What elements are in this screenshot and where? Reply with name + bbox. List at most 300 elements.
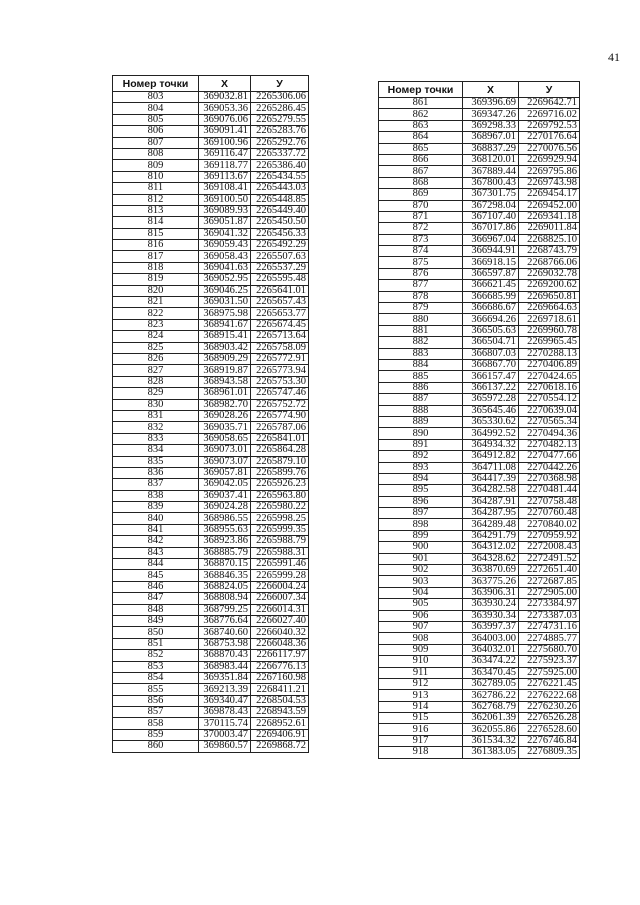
- point-number-cell: 823: [113, 319, 199, 330]
- y-coordinate-cell: 2265988.79: [251, 536, 309, 547]
- x-coordinate-cell: 368846.35: [199, 570, 251, 581]
- x-coordinate-cell: 368955.63: [199, 524, 251, 535]
- table-row: [113, 331, 309, 342]
- point-number-cell: 886: [379, 382, 463, 393]
- y-coordinate-cell: 2265899.76: [251, 467, 309, 478]
- x-coordinate-cell: 368799.25: [199, 604, 251, 615]
- y-coordinate-cell: 2265753.30: [251, 376, 309, 387]
- y-coordinate-cell: 2270424.65: [519, 371, 580, 382]
- y-coordinate-cell: 2265674.45: [251, 319, 309, 330]
- y-coordinate-cell: 2269664.63: [519, 303, 580, 314]
- y-coordinate-cell: 2265991.46: [251, 559, 309, 570]
- point-number-cell: 878: [379, 291, 463, 302]
- x-coordinate-cell: 363997.37: [463, 621, 519, 632]
- y-coordinate-cell: 2270176.64: [519, 132, 580, 143]
- y-coordinate-cell: 2269960.78: [519, 325, 580, 336]
- x-coordinate-cell: 368909.29: [199, 353, 251, 364]
- table-row: [113, 513, 309, 524]
- x-coordinate-cell: 368941.67: [199, 319, 251, 330]
- table-row: [379, 359, 580, 370]
- x-coordinate-cell: 369100.50: [199, 194, 251, 205]
- point-number-cell: 807: [113, 137, 199, 148]
- table-row: [379, 508, 580, 519]
- point-number-cell: 918: [379, 747, 463, 758]
- table-row: [379, 337, 580, 348]
- header-x: Х: [199, 76, 251, 92]
- point-number-cell: 851: [113, 638, 199, 649]
- x-coordinate-cell: 369058.65: [199, 433, 251, 444]
- table-row: [379, 542, 580, 553]
- x-coordinate-cell: 369108.41: [199, 183, 251, 194]
- point-number-cell: 854: [113, 672, 199, 683]
- x-coordinate-cell: 363906.31: [463, 587, 519, 598]
- x-coordinate-cell: 363775.26: [463, 576, 519, 587]
- point-number-cell: 804: [113, 103, 199, 114]
- x-coordinate-cell: 369046.25: [199, 285, 251, 296]
- point-number-cell: 912: [379, 678, 463, 689]
- y-coordinate-cell: 2265386.40: [251, 160, 309, 171]
- table-row: [379, 690, 580, 701]
- x-coordinate-cell: 361534.32: [463, 735, 519, 746]
- point-number-cell: 876: [379, 268, 463, 279]
- y-coordinate-cell: 2269406.91: [251, 729, 309, 740]
- table-row: [113, 205, 309, 216]
- coordinates-table-left: [112, 75, 309, 753]
- x-coordinate-cell: 365645.46: [463, 405, 519, 416]
- point-number-cell: 837: [113, 479, 199, 490]
- y-coordinate-cell: 2266040.32: [251, 627, 309, 638]
- y-coordinate-cell: 2276746.84: [519, 735, 580, 746]
- x-coordinate-cell: 364291.79: [463, 530, 519, 541]
- x-coordinate-cell: 364312.02: [463, 542, 519, 553]
- y-coordinate-cell: 2268943.59: [251, 707, 309, 718]
- x-coordinate-cell: 369042.05: [199, 479, 251, 490]
- x-coordinate-cell: 366505.63: [463, 325, 519, 336]
- y-coordinate-cell: 2265752.72: [251, 399, 309, 410]
- x-coordinate-cell: 367800.43: [463, 177, 519, 188]
- y-coordinate-cell: 2265449.40: [251, 205, 309, 216]
- table-row: [379, 565, 580, 576]
- table-row: [113, 217, 309, 228]
- y-coordinate-cell: 2276526.28: [519, 713, 580, 724]
- x-coordinate-cell: 368837.29: [463, 143, 519, 154]
- y-coordinate-cell: 2270406.89: [519, 359, 580, 370]
- x-coordinate-cell: 366807.03: [463, 348, 519, 359]
- table-row: [113, 547, 309, 558]
- y-coordinate-cell: 2272651.40: [519, 565, 580, 576]
- table-row: [113, 388, 309, 399]
- table-row: [379, 394, 580, 405]
- y-coordinate-cell: 2265286.45: [251, 103, 309, 114]
- table-row: [379, 223, 580, 234]
- table-row: [379, 576, 580, 587]
- y-coordinate-cell: 2269965.45: [519, 337, 580, 348]
- y-coordinate-cell: 2270368.98: [519, 473, 580, 484]
- x-coordinate-cell: 364289.48: [463, 519, 519, 530]
- y-coordinate-cell: 2269868.72: [251, 741, 309, 752]
- y-coordinate-cell: 2265999.35: [251, 524, 309, 535]
- point-number-cell: 910: [379, 656, 463, 667]
- x-coordinate-cell: 366685.99: [463, 291, 519, 302]
- x-coordinate-cell: 367298.04: [463, 200, 519, 211]
- point-number-cell: 906: [379, 610, 463, 621]
- table-row: [113, 672, 309, 683]
- x-coordinate-cell: 369091.41: [199, 126, 251, 137]
- x-coordinate-cell: 362055.86: [463, 724, 519, 735]
- x-coordinate-cell: 364328.62: [463, 553, 519, 564]
- y-coordinate-cell: 2265641.01: [251, 285, 309, 296]
- header-y: У: [251, 76, 309, 92]
- point-number-cell: 903: [379, 576, 463, 587]
- table-row: [113, 171, 309, 182]
- point-number-cell: 816: [113, 240, 199, 251]
- y-coordinate-cell: 2270076.56: [519, 143, 580, 154]
- table-row: [113, 433, 309, 444]
- x-coordinate-cell: 369076.06: [199, 114, 251, 125]
- y-coordinate-cell: 2270442.26: [519, 462, 580, 473]
- y-coordinate-cell: 2266014.31: [251, 604, 309, 615]
- point-number-cell: 859: [113, 729, 199, 740]
- table-row: [113, 114, 309, 125]
- y-coordinate-cell: 2265926.23: [251, 479, 309, 490]
- x-coordinate-cell: 362789.05: [463, 678, 519, 689]
- point-number-cell: 864: [379, 132, 463, 143]
- table-row: [379, 713, 580, 724]
- table-row: [113, 502, 309, 513]
- point-number-cell: 916: [379, 724, 463, 735]
- point-number-cell: 840: [113, 513, 199, 524]
- table-header-row: [113, 76, 309, 92]
- y-coordinate-cell: 2265657.43: [251, 297, 309, 308]
- point-number-cell: 894: [379, 473, 463, 484]
- point-number-cell: 860: [113, 741, 199, 752]
- header-x: Х: [463, 82, 519, 98]
- x-coordinate-cell: 369053.36: [199, 103, 251, 114]
- y-coordinate-cell: 2269454.17: [519, 189, 580, 200]
- y-coordinate-cell: 2265747.46: [251, 388, 309, 399]
- point-number-cell: 879: [379, 303, 463, 314]
- y-coordinate-cell: 2265999.28: [251, 570, 309, 581]
- y-coordinate-cell: 2265507.63: [251, 251, 309, 262]
- point-number-cell: 904: [379, 587, 463, 598]
- table-row: [113, 92, 309, 103]
- table-row: [379, 189, 580, 200]
- x-coordinate-cell: 362061.39: [463, 713, 519, 724]
- point-number-cell: 881: [379, 325, 463, 336]
- table-row: [113, 376, 309, 387]
- point-number-cell: 853: [113, 661, 199, 672]
- x-coordinate-cell: 368824.05: [199, 581, 251, 592]
- y-coordinate-cell: 2265773.94: [251, 365, 309, 376]
- header-point-number: Номер точки: [113, 76, 199, 92]
- point-number-cell: 809: [113, 160, 199, 171]
- x-coordinate-cell: 368983.44: [199, 661, 251, 672]
- table-row: [379, 348, 580, 359]
- table-row: [113, 490, 309, 501]
- table-row: [113, 536, 309, 547]
- x-coordinate-cell: 369089.93: [199, 205, 251, 216]
- y-coordinate-cell: 2266048.36: [251, 638, 309, 649]
- y-coordinate-cell: 2273384.97: [519, 599, 580, 610]
- x-coordinate-cell: 369100.96: [199, 137, 251, 148]
- y-coordinate-cell: 2275923.37: [519, 656, 580, 667]
- point-number-cell: 817: [113, 251, 199, 262]
- x-coordinate-cell: 369031.50: [199, 297, 251, 308]
- point-number-cell: 825: [113, 342, 199, 353]
- y-coordinate-cell: 2265450.50: [251, 217, 309, 228]
- table-row: [379, 519, 580, 530]
- point-number-cell: 869: [379, 189, 463, 200]
- table-row: [113, 741, 309, 752]
- x-coordinate-cell: 363870.69: [463, 565, 519, 576]
- point-number-cell: 900: [379, 542, 463, 553]
- y-coordinate-cell: 2265774.90: [251, 410, 309, 421]
- y-coordinate-cell: 2268743.79: [519, 246, 580, 257]
- point-number-cell: 819: [113, 274, 199, 285]
- x-coordinate-cell: 368943.58: [199, 376, 251, 387]
- point-number-cell: 833: [113, 433, 199, 444]
- table-row: [379, 120, 580, 131]
- table-row: [113, 650, 309, 661]
- y-coordinate-cell: 2272008.43: [519, 542, 580, 553]
- x-coordinate-cell: 369032.81: [199, 92, 251, 103]
- table-row: [113, 319, 309, 330]
- table-row: [379, 724, 580, 735]
- table-row: [113, 126, 309, 137]
- point-number-cell: 875: [379, 257, 463, 268]
- point-number-cell: 868: [379, 177, 463, 188]
- table-row: [379, 371, 580, 382]
- table-row: [379, 246, 580, 257]
- table-row: [379, 177, 580, 188]
- point-number-cell: 855: [113, 684, 199, 695]
- point-number-cell: 822: [113, 308, 199, 319]
- point-number-cell: 883: [379, 348, 463, 359]
- point-number-cell: 838: [113, 490, 199, 501]
- y-coordinate-cell: 2270482.13: [519, 439, 580, 450]
- point-number-cell: 824: [113, 331, 199, 342]
- table-row: [113, 593, 309, 604]
- y-coordinate-cell: 2267160.98: [251, 672, 309, 683]
- table-row: [113, 445, 309, 456]
- table-row: [113, 570, 309, 581]
- y-coordinate-cell: 2266027.40: [251, 615, 309, 626]
- table-row: [379, 599, 580, 610]
- y-coordinate-cell: 2265337.72: [251, 148, 309, 159]
- y-coordinate-cell: 2268411.21: [251, 684, 309, 695]
- point-number-cell: 915: [379, 713, 463, 724]
- point-number-cell: 897: [379, 508, 463, 519]
- point-number-cell: 890: [379, 428, 463, 439]
- y-coordinate-cell: 2275680.70: [519, 644, 580, 655]
- table-row: [379, 439, 580, 450]
- point-number-cell: 806: [113, 126, 199, 137]
- point-number-cell: 893: [379, 462, 463, 473]
- x-coordinate-cell: 369059.43: [199, 240, 251, 251]
- table-row: [379, 200, 580, 211]
- x-coordinate-cell: 368961.01: [199, 388, 251, 399]
- x-coordinate-cell: 363930.34: [463, 610, 519, 621]
- y-coordinate-cell: 2270554.12: [519, 394, 580, 405]
- x-coordinate-cell: 369035.71: [199, 422, 251, 433]
- x-coordinate-cell: 366621.45: [463, 280, 519, 291]
- table-row: [113, 718, 309, 729]
- x-coordinate-cell: 367107.40: [463, 211, 519, 222]
- point-number-cell: 847: [113, 593, 199, 604]
- table-row: [379, 109, 580, 120]
- point-number-cell: 899: [379, 530, 463, 541]
- x-coordinate-cell: 361383.05: [463, 747, 519, 758]
- x-coordinate-cell: 366504.71: [463, 337, 519, 348]
- y-coordinate-cell: 2265787.06: [251, 422, 309, 433]
- point-number-cell: 830: [113, 399, 199, 410]
- x-coordinate-cell: 364003.00: [463, 633, 519, 644]
- point-number-cell: 898: [379, 519, 463, 530]
- table-row: [113, 399, 309, 410]
- y-coordinate-cell: 2266007.34: [251, 593, 309, 604]
- table-row: [113, 707, 309, 718]
- page-number: 41: [608, 50, 620, 64]
- x-coordinate-cell: 364934.32: [463, 439, 519, 450]
- point-number-cell: 911: [379, 667, 463, 678]
- x-coordinate-cell: 363470.45: [463, 667, 519, 678]
- y-coordinate-cell: 2265448.85: [251, 194, 309, 205]
- table-row: [113, 103, 309, 114]
- x-coordinate-cell: 363930.24: [463, 599, 519, 610]
- y-coordinate-cell: 2265279.55: [251, 114, 309, 125]
- y-coordinate-cell: 2270565.34: [519, 416, 580, 427]
- table-row: [379, 633, 580, 644]
- x-coordinate-cell: 369028.26: [199, 410, 251, 421]
- table-row: [379, 451, 580, 462]
- x-coordinate-cell: 369340.47: [199, 695, 251, 706]
- x-coordinate-cell: 369073.07: [199, 456, 251, 467]
- point-number-cell: 813: [113, 205, 199, 216]
- point-number-cell: 870: [379, 200, 463, 211]
- table-row: [379, 291, 580, 302]
- y-coordinate-cell: 2266776.13: [251, 661, 309, 672]
- point-number-cell: 811: [113, 183, 199, 194]
- x-coordinate-cell: 369860.57: [199, 741, 251, 752]
- y-coordinate-cell: 2268825.10: [519, 234, 580, 245]
- x-coordinate-cell: 368915.41: [199, 331, 251, 342]
- point-number-cell: 820: [113, 285, 199, 296]
- y-coordinate-cell: 2270840.02: [519, 519, 580, 530]
- table-row: [113, 456, 309, 467]
- x-coordinate-cell: 368982.70: [199, 399, 251, 410]
- x-coordinate-cell: 369878.43: [199, 707, 251, 718]
- table-row: [379, 166, 580, 177]
- y-coordinate-cell: 2270477.66: [519, 451, 580, 462]
- x-coordinate-cell: 362768.79: [463, 701, 519, 712]
- x-coordinate-cell: 369041.63: [199, 262, 251, 273]
- point-number-cell: 880: [379, 314, 463, 325]
- table-row: [113, 627, 309, 638]
- point-number-cell: 858: [113, 718, 199, 729]
- y-coordinate-cell: 2265492.29: [251, 240, 309, 251]
- table-row: [379, 143, 580, 154]
- x-coordinate-cell: 369052.95: [199, 274, 251, 285]
- point-number-cell: 891: [379, 439, 463, 450]
- point-number-cell: 818: [113, 262, 199, 273]
- x-coordinate-cell: 362786.22: [463, 690, 519, 701]
- y-coordinate-cell: 2265283.76: [251, 126, 309, 137]
- table-row: [379, 496, 580, 507]
- coordinates-table-right: [378, 81, 580, 759]
- x-coordinate-cell: 369351.84: [199, 672, 251, 683]
- table-row: [113, 729, 309, 740]
- point-number-cell: 850: [113, 627, 199, 638]
- y-coordinate-cell: 2268766.06: [519, 257, 580, 268]
- point-number-cell: 871: [379, 211, 463, 222]
- point-number-cell: 882: [379, 337, 463, 348]
- point-number-cell: 863: [379, 120, 463, 131]
- table-row: [379, 667, 580, 678]
- x-coordinate-cell: 368903.42: [199, 342, 251, 353]
- table-header-row: [379, 82, 580, 98]
- point-number-cell: 805: [113, 114, 199, 125]
- y-coordinate-cell: 2269032.78: [519, 268, 580, 279]
- table-row: [379, 132, 580, 143]
- y-coordinate-cell: 2269200.62: [519, 280, 580, 291]
- y-coordinate-cell: 2276222.68: [519, 690, 580, 701]
- point-number-cell: 907: [379, 621, 463, 632]
- table-body-right: [379, 98, 580, 759]
- y-coordinate-cell: 2265841.01: [251, 433, 309, 444]
- y-coordinate-cell: 2265713.64: [251, 331, 309, 342]
- table-row: [113, 228, 309, 239]
- table-row: [113, 581, 309, 592]
- y-coordinate-cell: 2272687.85: [519, 576, 580, 587]
- table-row: [113, 638, 309, 649]
- table-row: [379, 553, 580, 564]
- table-row: [379, 154, 580, 165]
- y-coordinate-cell: 2270288.13: [519, 348, 580, 359]
- table-row: [113, 285, 309, 296]
- table-row: [379, 644, 580, 655]
- x-coordinate-cell: 370003.47: [199, 729, 251, 740]
- x-coordinate-cell: 369057.81: [199, 467, 251, 478]
- y-coordinate-cell: 2269929.94: [519, 154, 580, 165]
- header-y: У: [519, 82, 580, 98]
- x-coordinate-cell: 369073.01: [199, 445, 251, 456]
- table-row: [379, 428, 580, 439]
- point-number-cell: 896: [379, 496, 463, 507]
- y-coordinate-cell: 2265537.29: [251, 262, 309, 273]
- point-number-cell: 888: [379, 405, 463, 416]
- point-number-cell: 872: [379, 223, 463, 234]
- y-coordinate-cell: 2270618.16: [519, 382, 580, 393]
- x-coordinate-cell: 368120.01: [463, 154, 519, 165]
- x-coordinate-cell: 370115.74: [199, 718, 251, 729]
- point-number-cell: 857: [113, 707, 199, 718]
- point-number-cell: 821: [113, 297, 199, 308]
- point-number-cell: 905: [379, 599, 463, 610]
- table-row: [113, 240, 309, 251]
- y-coordinate-cell: 2268504.53: [251, 695, 309, 706]
- table-row: [113, 342, 309, 353]
- x-coordinate-cell: 369024.28: [199, 502, 251, 513]
- y-coordinate-cell: 2265306.06: [251, 92, 309, 103]
- table-row: [113, 695, 309, 706]
- y-coordinate-cell: 2269716.02: [519, 109, 580, 120]
- y-coordinate-cell: 2273387.03: [519, 610, 580, 621]
- y-coordinate-cell: 2265879.10: [251, 456, 309, 467]
- point-number-cell: 895: [379, 485, 463, 496]
- table-row: [113, 183, 309, 194]
- point-number-cell: 892: [379, 451, 463, 462]
- x-coordinate-cell: 364282.58: [463, 485, 519, 496]
